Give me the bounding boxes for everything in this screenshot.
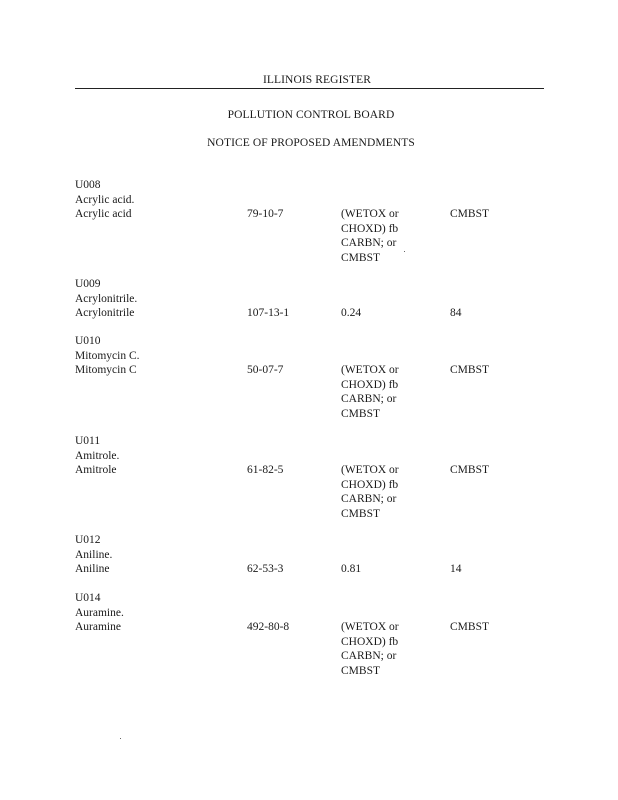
cas-number: 50-07-7 [247,364,284,376]
constituent-name: Mitomycin C [75,364,137,376]
wastewater-standard [341,620,399,678]
waste-entry-u009 [75,277,545,321]
board-title: POLLUTION CONTROL BOARD [227,109,395,121]
cas-number: 61-82-5 [247,464,284,476]
waste-entry-u011 [75,434,545,520]
wastewater-line: CARBN; or [341,237,397,249]
waste-entry-u010 [75,334,545,420]
waste-generic-name: Acrylonitrile. [75,292,138,305]
register-title: ILLINOIS REGISTER [262,74,372,86]
scan-speck [404,251,405,252]
wastewater-line: (WETOX or [341,208,399,220]
wastewater-standard [341,562,361,577]
wastewater-line: 0.81 [341,563,362,575]
cas-number: 79-10-7 [247,208,284,220]
notice-title: NOTICE OF PROPOSED AMENDMENTS [207,137,415,149]
nonwastewater-standard: CMBST [450,464,489,476]
wastewater-standard [341,306,361,321]
constituent-name: Acrylic acid [75,208,132,220]
constituent-name: Acrylonitrile [75,307,135,319]
cas-number: 492-80-8 [247,621,290,633]
waste-entry-u008 [75,178,545,264]
wastewater-line: CARBN; or [341,393,397,405]
waste-code: U014 [75,592,101,604]
wastewater-line: (WETOX or [341,364,399,376]
wastewater-standard [341,363,399,421]
nonwastewater-standard: CMBST [450,364,489,376]
wastewater-line: CHOXD) fb [341,378,399,391]
constituent-name: Aniline [75,563,110,575]
constituent-name: Amitrole [75,464,117,476]
wastewater-line: CARBN; or [341,650,397,662]
header-rule [75,88,544,89]
nonwastewater-standard: CMBST [450,621,489,633]
waste-generic-name: Mitomycin C. [75,349,140,362]
wastewater-line: CARBN; or [341,493,397,505]
wastewater-line: CMBST [341,664,380,677]
nonwastewater-standard: 84 [450,307,462,319]
waste-generic-name: Auramine. [75,606,124,619]
waste-generic-name: Acrylic acid. [75,193,135,206]
wastewater-line: CMBST [341,251,380,264]
waste-code: U011 [75,435,101,447]
waste-entry-u014 [75,591,545,677]
wastewater-line: CHOXD) fb [341,222,399,235]
wastewater-line: CHOXD) fb [341,478,399,491]
wastewater-standard [341,463,399,521]
waste-code: U012 [75,534,101,546]
waste-code: U009 [75,278,101,290]
scan-speck [120,738,121,739]
wastewater-line: CMBST [341,407,380,420]
cas-number: 62-53-3 [247,563,284,575]
wastewater-standard [341,207,399,265]
waste-code: U008 [75,179,101,191]
wastewater-line: CHOXD) fb [341,635,399,648]
cas-number: 107-13-1 [247,307,290,319]
wastewater-line: 0.24 [341,307,362,319]
constituent-name: Auramine [75,621,121,633]
waste-generic-name: Aniline. [75,548,113,561]
wastewater-line: (WETOX or [341,621,399,633]
waste-generic-name: Amitrole. [75,449,120,462]
nonwastewater-standard: CMBST [450,208,489,220]
waste-code: U010 [75,335,101,347]
waste-entry-u012 [75,533,545,577]
nonwastewater-standard: 14 [450,563,462,575]
wastewater-line: (WETOX or [341,464,399,476]
wastewater-line: CMBST [341,507,380,520]
